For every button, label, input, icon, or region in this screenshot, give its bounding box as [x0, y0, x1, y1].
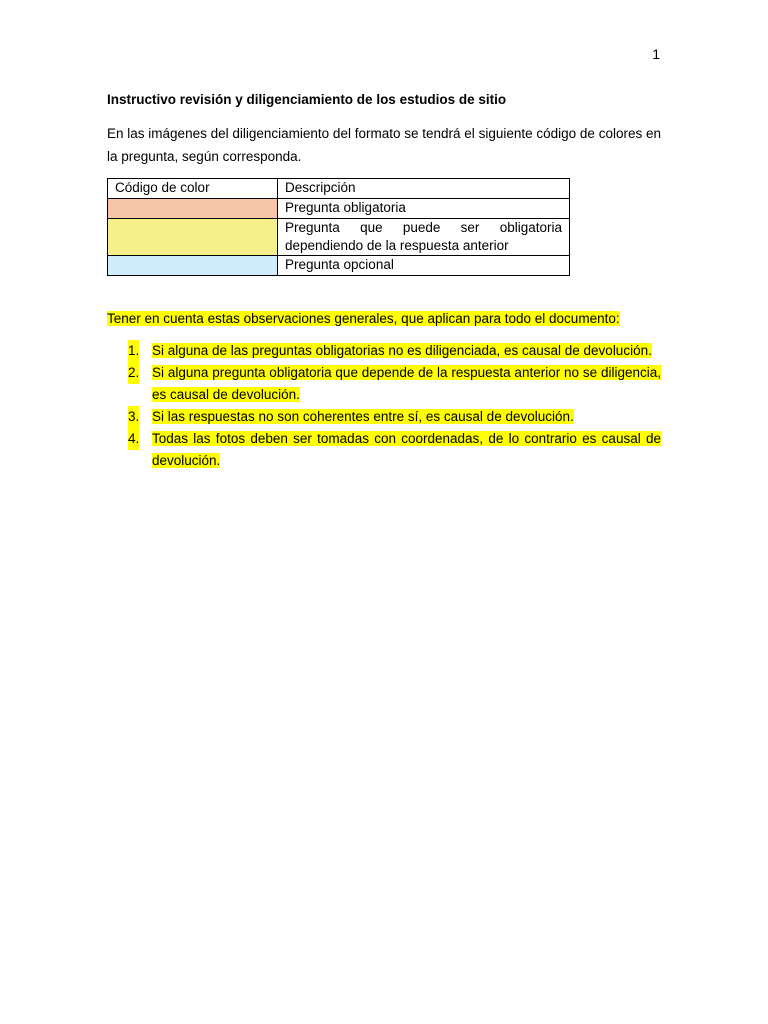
observations-heading	[107, 308, 661, 329]
list-item	[107, 406, 661, 428]
page-number: 1	[652, 46, 660, 62]
color-swatch-mandatory	[108, 199, 278, 219]
color-code-table	[107, 178, 570, 276]
intro-paragraph: En las imágenes del diligenciamiento del formato se tendrá el siguiente código de colores en la pregunta, según corresponda.	[107, 126, 661, 164]
table-row	[108, 256, 570, 276]
table-header-color-code: Código de color	[108, 179, 278, 199]
list-item-text: Si alguna de las preguntas obligatorias no es diligenciada, es causal de devolución.	[152, 343, 652, 358]
list-item-text: Si las respuestas no son coherentes entre sí, es causal de devolución.	[152, 409, 574, 424]
list-item-text: Si alguna pregunta obligatoria que depende de la respuesta anterior no se diligencia, es causal de devolución.	[152, 365, 661, 402]
list-item-number: 4.	[128, 428, 139, 450]
list-item-text: Todas las fotos deben ser tomadas con coordenadas, de lo contrario es causal de devolución.	[152, 431, 661, 468]
list-item-number: 2.	[128, 362, 139, 384]
table-cell-description: Pregunta opcional	[278, 256, 570, 276]
document-title: Instructivo revisión y diligenciamiento de los estudios de sitio	[107, 92, 507, 107]
list-item	[107, 362, 661, 406]
table-cell-description: Pregunta obligatoria	[278, 199, 570, 219]
list-item	[107, 340, 661, 362]
list-item	[107, 428, 661, 472]
list-item-number: 3.	[128, 406, 139, 428]
list-item-number: 1.	[128, 340, 139, 362]
table-header-row	[108, 179, 570, 199]
table-row	[108, 199, 570, 219]
observations-heading-text: Tener en cuenta estas observaciones generales, que aplican para todo el documento:	[107, 311, 620, 326]
color-swatch-conditional	[108, 219, 278, 256]
table-row	[108, 219, 570, 256]
table-header-description: Descripción	[278, 179, 570, 199]
color-swatch-optional	[108, 256, 278, 276]
observations-list	[107, 340, 661, 472]
table-cell-description: Pregunta que puede ser obligatoria dependiendo de la respuesta anterior	[278, 219, 570, 256]
